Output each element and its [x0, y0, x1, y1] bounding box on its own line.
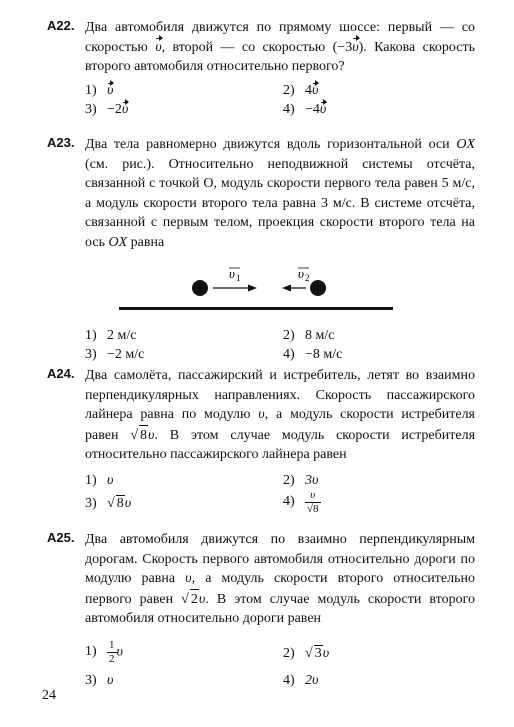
body-2 [310, 280, 326, 296]
answer-options [85, 328, 475, 368]
problem-a24 [47, 366, 475, 523]
answer-option-1[interactable]: 1) υ [85, 82, 114, 98]
problem-stem: Два тела равномерно движутся вдоль горизонтальной оси OX (см. рис.). Относительно неподвижной системы отсчёта, связанной с точкой О, модуль скорости первого тела равен 5 м/с, а модуль скорости второго тела равна 3 м/с. В системе отсчёта, связанной с первым телом, проекция скорости второго тела на ось OX равна [85, 137, 475, 250]
velocity-vector: υ [352, 38, 358, 58]
answer-options [85, 639, 475, 695]
answer-option-4[interactable]: 4) −4υ [283, 101, 327, 117]
problem-number: А25. [47, 530, 75, 545]
problem-number: А22. [47, 18, 75, 33]
motion-figure [47, 256, 475, 316]
velocity-vector: υ [155, 38, 161, 58]
answer-option-3[interactable]: 3) υ [85, 672, 114, 688]
label-v1: υ [229, 266, 235, 281]
answer-option-4[interactable]: 4) 2υ [283, 672, 319, 688]
sqrt-symbol: √ 8 [130, 425, 148, 446]
answer-option-2[interactable]: 2) 3υ [283, 472, 319, 488]
answer-option-1[interactable]: 1) υ [85, 472, 114, 488]
sqrt-symbol: √ 2 [181, 589, 199, 610]
answer-option-2[interactable]: 2) √ 3υ [283, 645, 330, 661]
answer-option-2[interactable]: 2) 8 м/с [283, 328, 335, 343]
label-v2: υ [298, 266, 304, 281]
ground-line [119, 307, 393, 310]
problem-a25 [47, 530, 475, 695]
problem-stem: Два автомобиля движутся по прямому шоссе: первый — со скоростью υ, второй — со скоростью (−3υ). Какова скорость второго автомобиля относительно первого? [85, 20, 475, 74]
problem-stem: Два самолёта, пассажирский и истребитель, летят во взаимно перпендикулярных направлениях. Скорость пассажирского лайнера равна по модулю υ, а модуль скорости истребителя равен √ 8υ. В этом случае модуль скорости истребителя относительно пассажирского лайнера равен [85, 368, 476, 462]
answer-options [85, 83, 475, 123]
answer-option-3[interactable]: 3) −2υ [85, 101, 129, 117]
answer-option-2[interactable]: 2) 4υ [283, 82, 319, 98]
answer-option-3[interactable]: 3) √ 8υ [85, 495, 132, 511]
body-1 [192, 280, 208, 296]
problem-a22 [47, 18, 475, 123]
problem-a23 [47, 135, 475, 368]
fraction: $\frac{1}{2}$ [109, 638, 115, 665]
answer-option-4[interactable]: 4) −8 м/с [283, 347, 343, 362]
answer-options [85, 473, 475, 523]
answer-option-1[interactable]: 1) $\frac{1}{2}$ υ [85, 638, 123, 665]
problem-number: А24. [47, 366, 75, 381]
answer-option-3[interactable]: 3) −2 м/с [85, 347, 145, 362]
answer-option-1[interactable]: 1) 2 м/с [85, 328, 137, 343]
arrowhead-right-icon [248, 285, 257, 292]
fraction: $\frac{\upsilon}{√8}$ [307, 488, 319, 515]
problem-stem: Два автомобиля движутся по взаимно перпендикулярным дорогам. Скорость первого автомобиля относительно дороги по модулю равна υ, а модуль скорости второго относительно первого равен √ 2υ. В этом случае модуль скорости второго автомобиля относительно дороги равен [85, 532, 475, 626]
label-v2-sub: 2 [305, 273, 310, 283]
arrowhead-left-icon [282, 285, 291, 292]
problem-number: А23. [47, 135, 75, 150]
answer-option-4[interactable]: 4) $\frac{\upsilon}{√8}$ [283, 488, 319, 515]
page-number: 24 [42, 688, 56, 703]
label-v1-sub: 1 [236, 273, 241, 283]
